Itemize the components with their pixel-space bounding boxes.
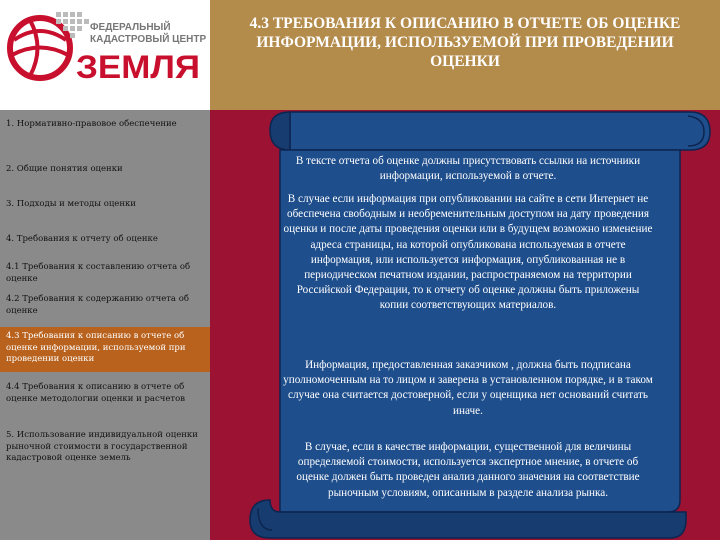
sidebar-item-report-compilation[interactable]: 4.1 Требования к составлению отчета об оценке (6, 262, 191, 284)
sidebar-item-report-content[interactable]: 4.2 Требования к содержанию отчета об оценке (6, 294, 189, 316)
sidebar-item-general-concepts[interactable]: 2. Общие понятия оценки (6, 164, 123, 174)
paragraph-internet-information: В случае если информация при опубликовании на сайте в сети Интернет не обеспечена свободным и необременительным доступом на дату проведения оценки и после даты проведения оценки или в будущем возможно изменение адреса страницы, на которой опубликована используемая в отчете информация, или используется информация, опубликованная не в периодическом печатном издании, распространяемом на территории Российской Федерации, то к отчету об оценке должны быть приложены копии соответствующих материалов. (283, 193, 653, 312)
scroll-top-roll (270, 112, 710, 150)
logo-text-main: ЗЕМЛЯ (76, 49, 200, 85)
sidebar-item-report-requirements[interactable]: 4. Требования к отчету об оценке (6, 234, 158, 244)
sidebar-item-information-description[interactable]: 4.3 Требования к описанию в отчете об оценке информации, используемой при проведении оценки (0, 327, 210, 372)
paragraph-expert-opinion: В случае, если в качестве информации, существенной для величины определяемой стоимости, используется экспертное мнение, в отчете об оценке должен быть проведен анализ данного значения на соответствие рыночным условиям, описанным в разделе анализа рынка. (296, 441, 640, 499)
logo-text-mid: КАДАСТРОВЫЙ ЦЕНТР (90, 34, 207, 45)
sidebar-item-methodology-description[interactable]: 4.4 Требования к описанию в отчете об оценке методологии оценки и расчетов (6, 382, 185, 404)
sidebar-item-legal-framework[interactable]: 1. Нормативно-правовое обеспечение (6, 119, 177, 129)
logo-text-top: ФЕДЕРАЛЬНЫЙ (90, 22, 171, 33)
paragraph-source-references: В тексте отчета об оценке должны присутствовать ссылки на источники информации, используемой в отчете. (295, 155, 641, 183)
sidebar-item-approaches-methods[interactable]: 3. Подходы и методы оценки (6, 199, 136, 209)
globe-icon (10, 18, 70, 78)
company-logo (0, 0, 210, 110)
logo-panel (0, 0, 210, 110)
paragraph-client-information: Информация, предоставленная заказчиком , должна быть подписана уполномоченным на то лицом и заверена в установленном порядке, и в таком случае она считается достоверной, если у оценщика нет оснований считать иначе. (283, 359, 653, 417)
page-title: 4.3 ТРЕБОВАНИЯ К ОПИСАНИЮ В ОТЧЕТЕ ОБ ОЦЕНКЕ ИНФОРМАЦИИ, ИСПОЛЬЗУЕМОЙ ПРИ ПРОВЕДЕНИИ ОЦЕНКИ (249, 15, 681, 70)
sidebar-item-cadastral-valuation[interactable]: 5. Использование индивидуальной оценки рыночной стоимости в государственной кадастровой оценке земель (6, 430, 198, 463)
